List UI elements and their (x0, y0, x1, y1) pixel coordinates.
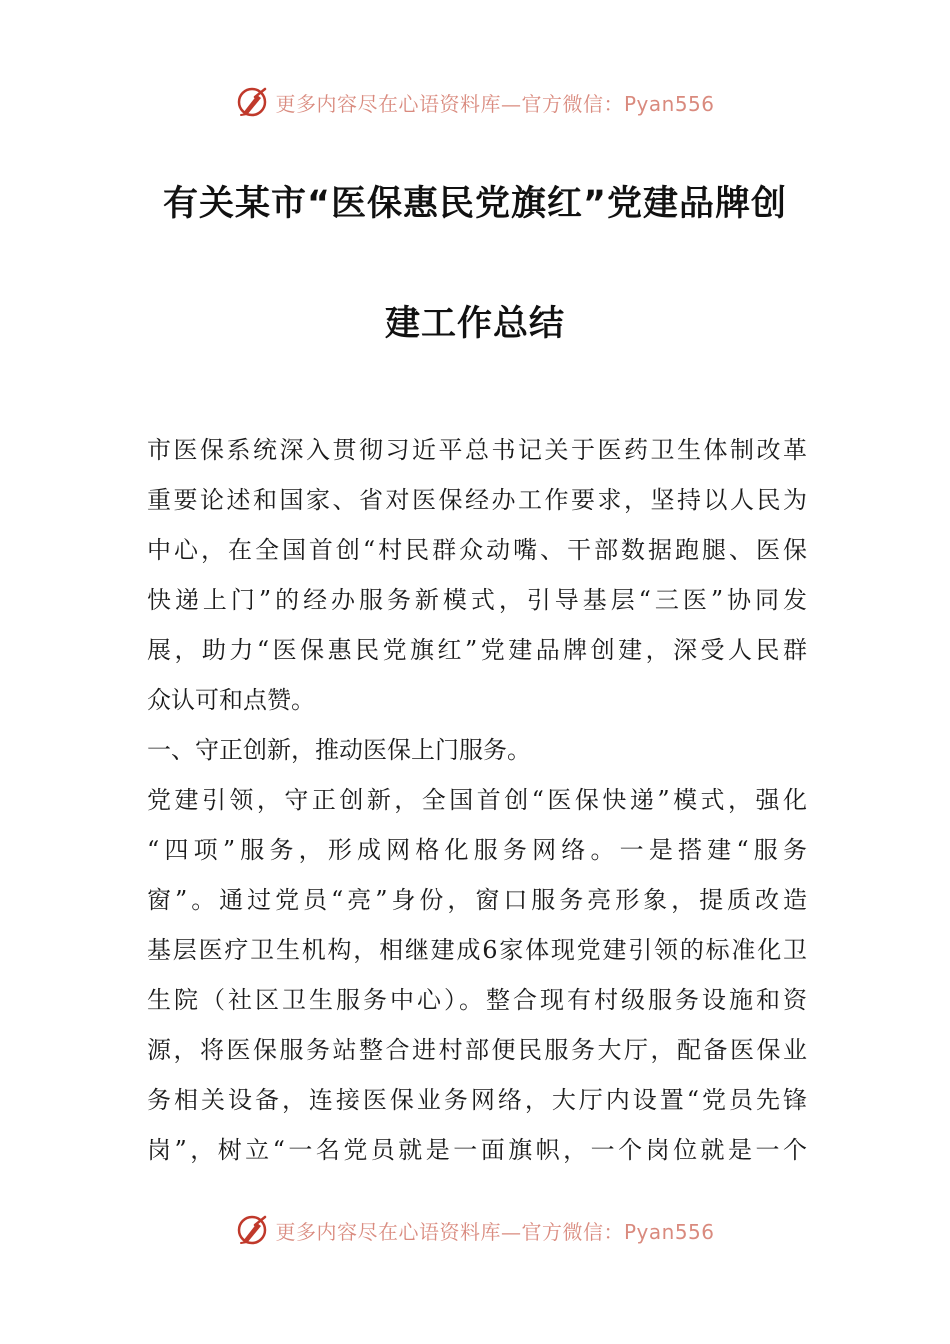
pen-logo-icon (235, 1213, 269, 1247)
watermark-text: 更多内容尽在心语资料库—官方微信：Pyan556 (275, 1219, 715, 1244)
body-line: 岗”，树立“一名党员就是一面旗帜，一个岗位就是一个 (147, 1136, 807, 1164)
document-body (147, 425, 807, 1175)
body-line: 快递上门”的经办服务新模式，引导基层“三医”协同发 (147, 586, 807, 614)
watermark-text: 更多内容尽在心语资料库—官方微信：Pyan556 (275, 91, 715, 116)
watermark-banner-bottom (0, 1210, 950, 1250)
body-line: 市医保系统深入贯彻习近平总书记关于医药卫生体制改革 (147, 436, 807, 464)
document-title-line-1: 有关某市“医保惠民党旗红”党建品牌创 (162, 184, 787, 224)
body-line: 窗”。通过党员“亮”身份，窗口服务亮形象，提质改造 (147, 886, 807, 914)
body-line: 务相关设备，连接医保业务网络，大厅内设置“党员先锋 (147, 1086, 807, 1114)
pen-logo-icon (235, 85, 269, 119)
body-line: 重要论述和国家、省对医保经办工作要求，坚持以人民为 (147, 486, 807, 514)
body-line: 展，助力“医保惠民党旗红”党建品牌创建，深受人民群 (147, 636, 807, 664)
watermark-banner-top (0, 82, 950, 122)
body-line: 生院（社区卫生服务中心）。整合现有村级服务设施和资 (147, 986, 807, 1014)
body-line: 基层医疗卫生机构，相继建成6家体现党建引领的标准化卫 (147, 936, 807, 964)
body-line: 中心，在全国首创“村民群众动嘴、干部数据跑腿、医保 (147, 536, 807, 564)
document-title-line-2: 建工作总结 (384, 304, 565, 344)
body-line: 党建引领，守正创新，全国首创“医保快递”模式，强化 (147, 786, 807, 814)
body-line: 众认可和点赞。 (147, 686, 315, 714)
body-line: “四项”服务，形成网格化服务网络。一是搭建“服务 (147, 836, 807, 864)
section-heading: 一、守正创新，推动医保上门服务。 (147, 736, 531, 764)
body-line: 源，将医保服务站整合进村部便民服务大厅，配备医保业 (147, 1036, 807, 1064)
